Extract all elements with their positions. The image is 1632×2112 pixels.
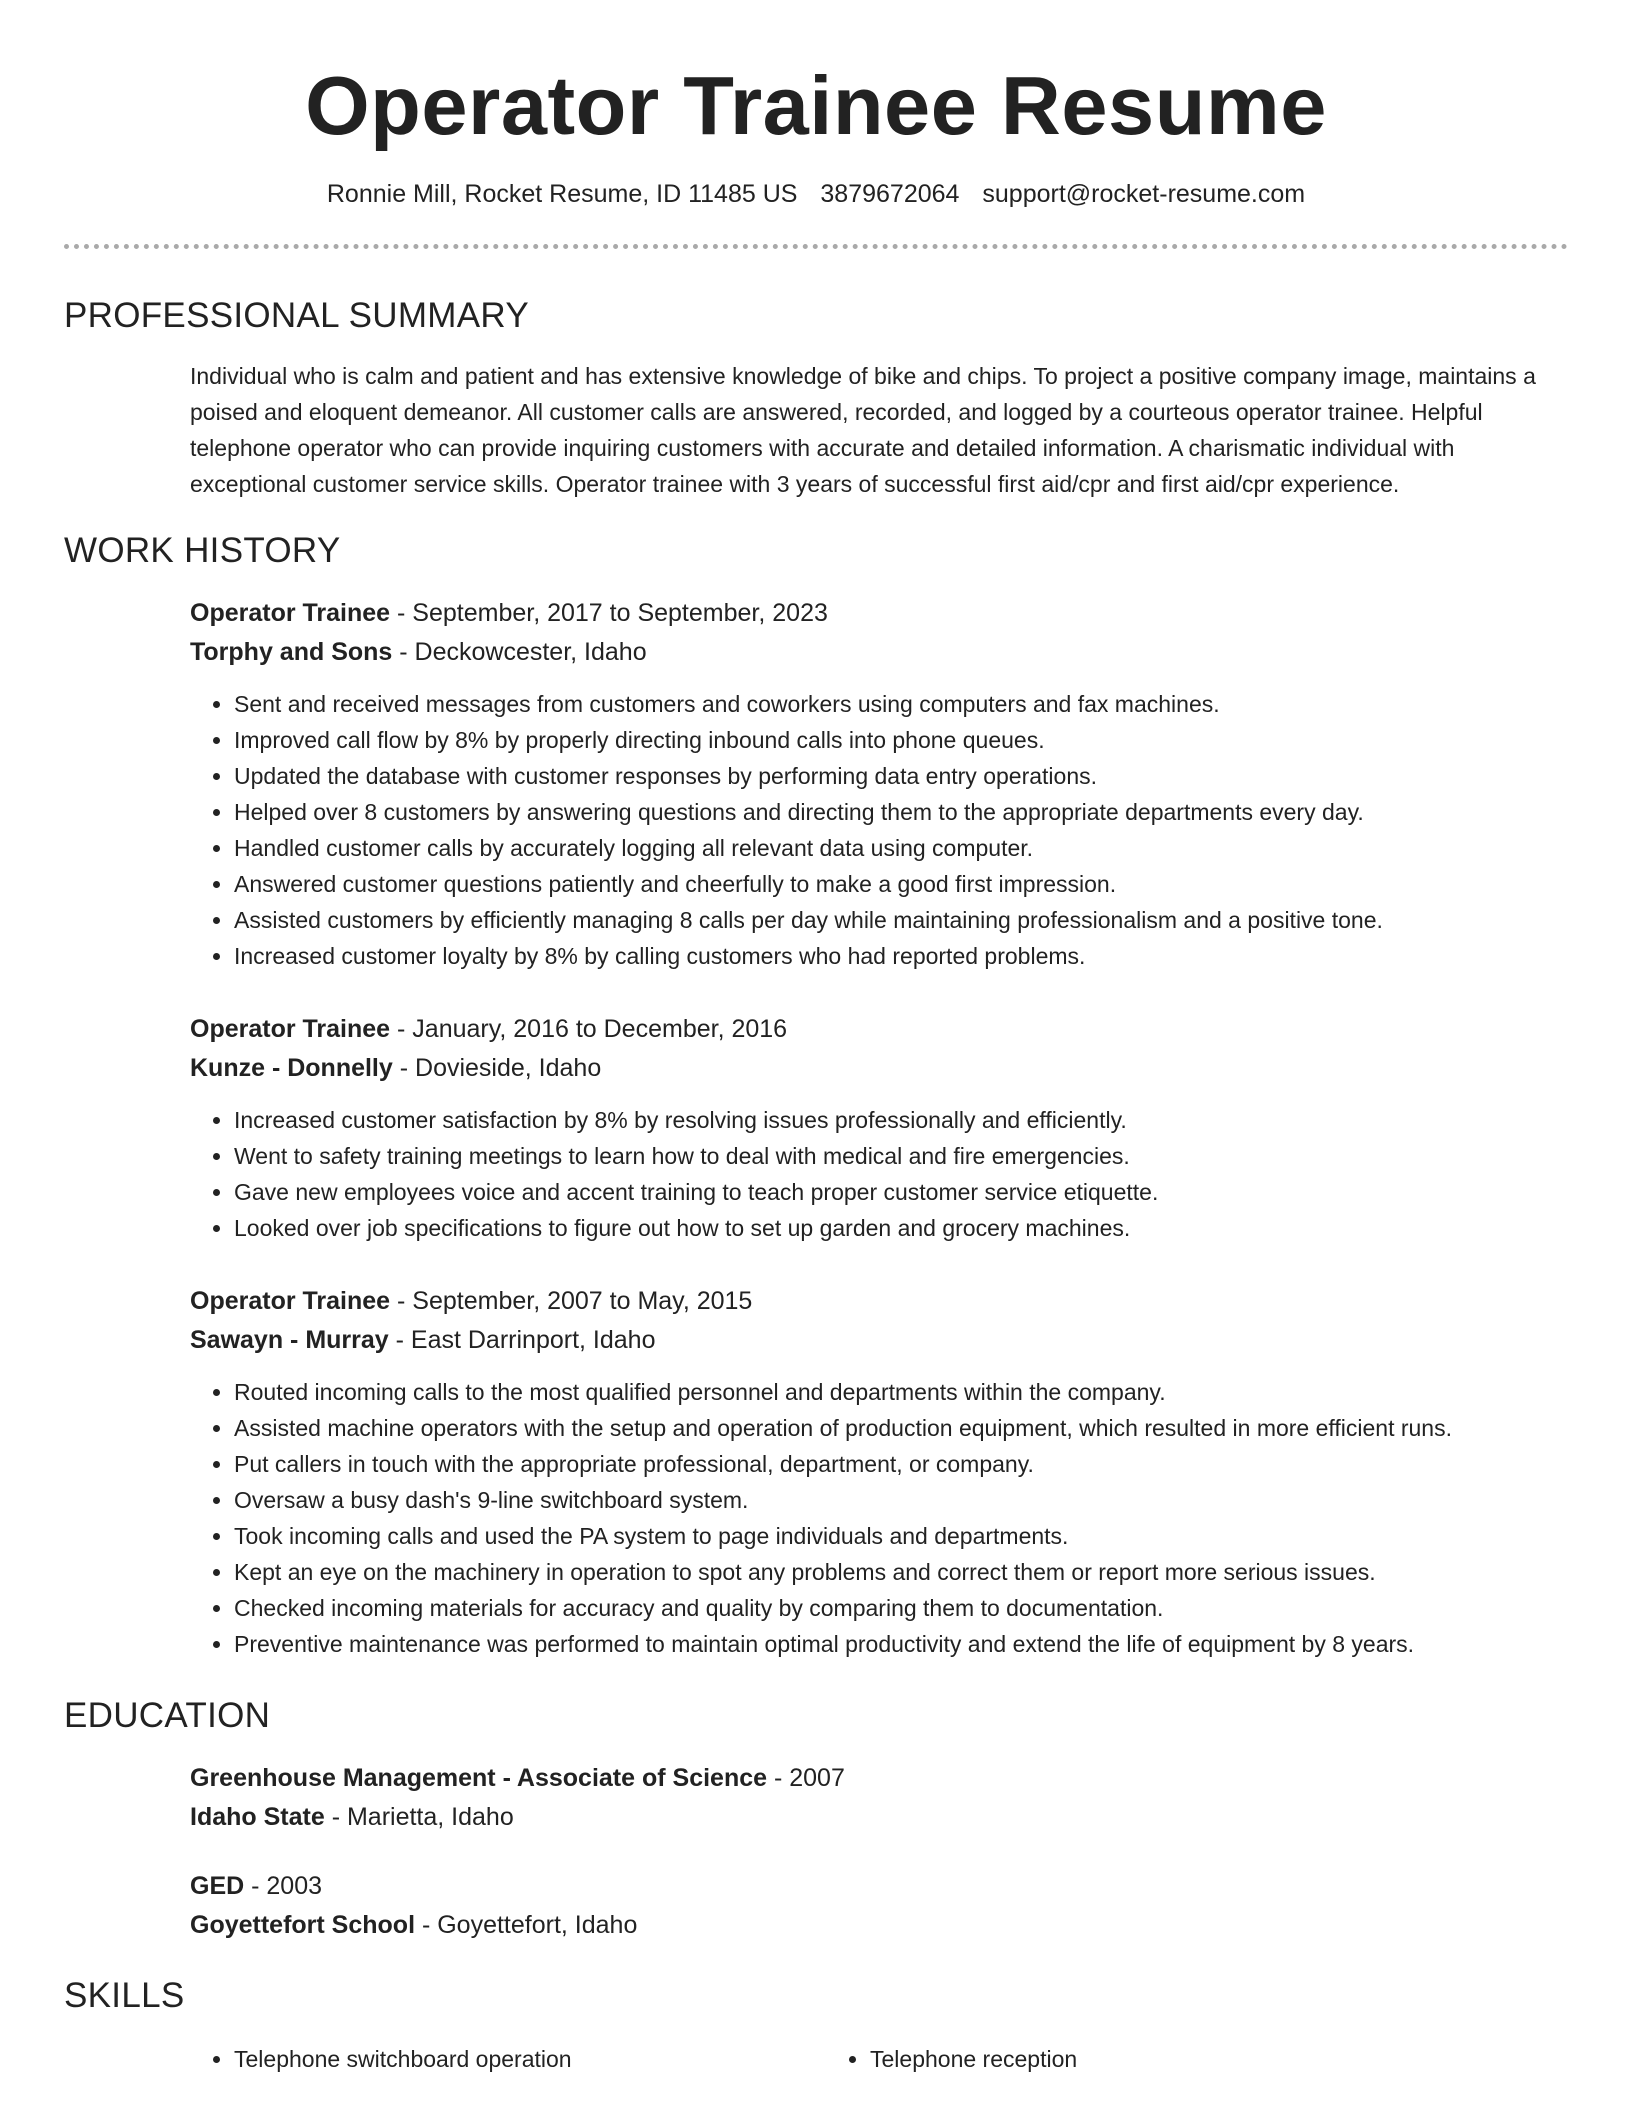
job-duty: • Helped over 8 customers by answering questions and directing them to the appropriate departments every day. [234,794,1568,830]
job-duty: • Kept an eye on the machinery in operation to spot any problems and correct them or report more serious issues. [234,1554,1568,1590]
job-duty: • Put callers in touch with the appropriate professional, department, or company. [234,1446,1568,1482]
job-duties-list [190,1374,1568,1662]
job-duty: • Assisted customers by efficiently managing 8 calls per day while maintaining professionalism and a positive tone. [234,902,1568,938]
job-duty: • Assisted machine operators with the setup and operation of production equipment, which resulted in more efficient runs. [234,1410,1568,1446]
contact-email: support@rocket-resume.com [982,180,1306,208]
education-school: Goyettefort School [190,1911,416,1939]
job-location: - Deckowcester, Idaho [392,638,647,666]
job-role: Operator Trainee [190,599,391,627]
contact-line [64,178,1568,210]
job-duty: • Preventive maintenance was performed to maintain optimal productivity and extend the life of equipment by 8 years. [234,1626,1568,1662]
job-duty: • Gave new employees voice and accent training to teach proper customer service etiquette. [234,1174,1568,1210]
skills-heading: SKILLS [64,1976,185,2015]
job-duty: • Looked over job specifications to figure out how to set up garden and grocery machines. [234,1210,1568,1246]
education-degree: Greenhouse Management - Associate of Science [190,1764,768,1792]
job-role: Operator Trainee [190,1015,391,1043]
skill-item: • Telephone switchboard operation [234,2041,826,2077]
job-dates: - September, 2017 to September, 2023 [390,599,828,627]
education-degree-line [190,1867,1568,1906]
education-degree-line [190,1759,1568,1798]
resume-title: Operator Trainee Resume [305,59,1327,152]
skills-columns [64,2041,1568,2077]
job-entry [64,594,1568,974]
job-duty: • Oversaw a busy dash's 9-line switchboard system. [234,1482,1568,1518]
education-school-line [190,1906,1568,1945]
job-duty: • Checked incoming materials for accuracy and quality by comparing them to documentation. [234,1590,1568,1626]
job-location: - East Darrinport, Idaho [388,1326,656,1354]
contact-address: Ronnie Mill, Rocket Resume, ID 11485 US [326,180,798,208]
job-duty: • Took incoming calls and used the PA system to page individuals and departments. [234,1518,1568,1554]
summary-text: Individual who is calm and patient and has extensive knowledge of bike and chips. To project a positive company image, maintains a poised and eloquent demeanor. All customer calls are answered, recorded, and logged by a courteous operator trainee. Helpful telephone operator who can provide inquiring customers with accurate and detailed information. A charismatic individual with exceptional customer service skills. Operator trainee with 3 years of successful first aid/cpr and first aid/cpr experience. [190,363,1536,497]
education-school: Idaho State [190,1803,325,1831]
education-location: - Goyettefort, Idaho [415,1911,638,1939]
skills-list-right [826,2041,1462,2077]
work-history-heading: WORK HISTORY [64,531,341,570]
education-degree: GED [190,1872,245,1900]
job-duties-list [190,1102,1568,1246]
job-company-line [190,1321,1568,1360]
header-divider [64,244,1568,249]
job-title-line [190,1282,1568,1321]
job-duty: • Answered customer questions patiently and cheerfully to make a good first impression. [234,866,1568,902]
job-duty: • Updated the database with customer responses by performing data entry operations. [234,758,1568,794]
job-duty: • Went to safety training meetings to learn how to deal with medical and fire emergencies. [234,1138,1568,1174]
job-entry [64,1010,1568,1246]
education-location: - Marietta, Idaho [324,1803,514,1831]
job-title-line [190,594,1568,633]
job-duty: • Sent and received messages from customers and coworkers using computers and fax machines. [234,686,1568,722]
summary-heading: PROFESSIONAL SUMMARY [64,296,529,335]
education-entry [64,1867,1568,1945]
job-duty: • Increased customer loyalty by 8% by calling customers who had reported problems. [234,938,1568,974]
job-title-line [190,1010,1568,1049]
job-duties-list [190,686,1568,974]
education-year: - 2007 [767,1764,845,1792]
job-dates: - January, 2016 to December, 2016 [390,1015,788,1043]
education-heading: EDUCATION [64,1696,271,1735]
skill-item: • Telephone reception [870,2041,1462,2077]
education-year: - 2003 [244,1872,323,1900]
job-duty: • Increased customer satisfaction by 8% by resolving issues professionally and efficiently. [234,1102,1568,1138]
job-dates: - September, 2007 to May, 2015 [390,1287,753,1315]
job-duty: • Handled customer calls by accurately logging all relevant data using computer. [234,830,1568,866]
job-location: - Dovieside, Idaho [392,1054,602,1082]
job-company-line [190,633,1568,672]
job-company: Kunze - Donnelly [190,1054,393,1082]
education-entry [64,1759,1568,1837]
contact-phone: 3879672064 [820,180,960,208]
job-duty: • Routed incoming calls to the most qualified personnel and departments within the company. [234,1374,1568,1410]
job-duty: • Improved call flow by 8% by properly directing inbound calls into phone queues. [234,722,1568,758]
skills-list-left [190,2041,826,2077]
job-company: Torphy and Sons [190,638,393,666]
job-company-line [190,1049,1568,1088]
education-school-line [190,1798,1568,1837]
job-role: Operator Trainee [190,1287,391,1315]
job-company: Sawayn - Murray [190,1326,389,1354]
job-entry [64,1282,1568,1662]
